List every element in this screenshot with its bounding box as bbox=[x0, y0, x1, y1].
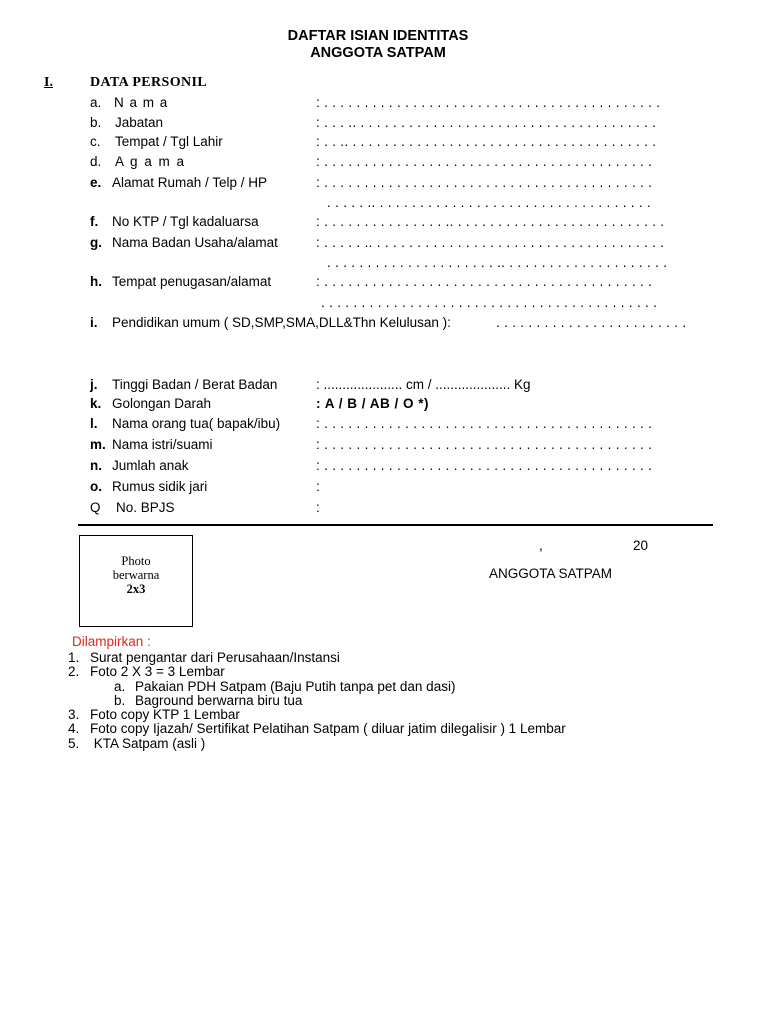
attachment-num: 4. bbox=[68, 721, 80, 736]
field-value[interactable]: : . . . . . . . . . . . . . . . . . . . . . . . . . . . . . . . . . . . . . . . . . bbox=[316, 416, 653, 431]
field-letter: b. bbox=[90, 115, 102, 130]
attachment-subnum: b. bbox=[114, 693, 126, 708]
field-letter: i. bbox=[90, 315, 98, 330]
field-nama-badan-usaha-continuation bbox=[0, 255, 768, 275]
field-value[interactable]: : . . . . . . . . . . . . . . . . . . . . . . . . . . . . . . . . . . . . . . . . . bbox=[316, 274, 653, 289]
field-label: Rumus sidik jari bbox=[112, 479, 208, 494]
attachment-num: 5. bbox=[68, 736, 80, 751]
attachment-text: KTA Satpam (asli ) bbox=[90, 736, 206, 751]
field-value-continuation[interactable]: . . . . . .. . . . . . . . . . . . . . . . . . . . . . . . . . . . . . . . . . . bbox=[327, 195, 652, 210]
field-label: No KTP / Tgl kadaluarsa bbox=[112, 214, 259, 229]
field-label: N a m a bbox=[114, 95, 169, 110]
field-no-bpjs bbox=[0, 500, 768, 520]
field-pendidikan bbox=[0, 315, 768, 335]
field-letter: k. bbox=[90, 396, 102, 411]
field-tempat-penugasan-continuation bbox=[0, 295, 768, 315]
photo-label-line2: berwarna bbox=[112, 568, 160, 582]
field-nama-istri-suami bbox=[0, 437, 768, 457]
field-value[interactable]: : . . . . . .. . . . . . . . . . . . . . . . . . . . . . . . . . . . . . . . . . . . . bbox=[316, 235, 665, 250]
attachment-text: Foto copy KTP 1 Lembar bbox=[90, 707, 240, 722]
attachment-text: Foto copy Ijazah/ Sertifikat Pelatihan Satpam ( diluar jatim dilegalisir ) 1 Lembar bbox=[90, 721, 566, 736]
field-letter: g. bbox=[90, 235, 102, 250]
field-letter: l. bbox=[90, 416, 98, 431]
photo-label-line3: 2x3 bbox=[126, 582, 146, 596]
field-value[interactable]: : . . . . . . . . . . . . . . . . . . . . . . . . . . . . . . . . . . . . . . . . . bbox=[316, 437, 653, 452]
field-alamat-rumah bbox=[0, 175, 768, 195]
field-letter: o. bbox=[90, 479, 102, 494]
field-label: Nama orang tua( bapak/ibu) bbox=[112, 416, 281, 431]
field-label: Pendidikan umum ( SD,SMP,SMA,DLL&Thn Kelulusan ): bbox=[112, 315, 451, 330]
field-alamat-rumah-continuation bbox=[0, 195, 768, 215]
field-letter: j. bbox=[90, 377, 98, 392]
photo-placeholder bbox=[79, 535, 193, 627]
attachment-subnum: a. bbox=[114, 679, 126, 694]
field-letter: a. bbox=[90, 95, 102, 110]
field-nama-badan-usaha bbox=[0, 235, 768, 255]
field-letter: n. bbox=[90, 458, 102, 473]
field-value-continuation[interactable]: . . . . . . . . . . . . . . . . . . . . . . . . . . . . . . . . . . . . . . . . . . bbox=[321, 295, 658, 310]
signature-date-comma: , bbox=[539, 538, 543, 553]
attachment-subtext: Baground berwarna biru tua bbox=[135, 693, 303, 708]
field-label: Tempat / Tgl Lahir bbox=[115, 134, 223, 149]
attachment-num: 2. bbox=[68, 664, 80, 679]
attachment-text: Surat pengantar dari Perusahaan/Instansi bbox=[90, 650, 340, 665]
field-value[interactable]: : . . . .. . . . . . . . . . . . . . . . . . . . . . . . . . . . . . . . . . . . . . bbox=[316, 115, 657, 130]
separator-line bbox=[78, 524, 713, 526]
field-jumlah-anak bbox=[0, 458, 768, 478]
field-letter: e. bbox=[90, 175, 102, 190]
field-value[interactable]: . . . . . . . . . . . . . . . . . . . . . . . . bbox=[496, 315, 687, 330]
field-tinggi-berat bbox=[0, 377, 768, 397]
field-rumus-sidik-jari bbox=[0, 479, 768, 499]
field-value[interactable]: : A / B / AB / O *) bbox=[316, 396, 429, 411]
field-tempat-penugasan bbox=[0, 274, 768, 294]
field-label: No. BPJS bbox=[116, 500, 175, 515]
field-label: Jabatan bbox=[115, 115, 164, 130]
photo-label-line1: Photo bbox=[121, 554, 151, 568]
field-value[interactable]: : . . . . . . . . . . . . . . . . . . . . . . . . . . . . . . . . . . . . . . . . . bbox=[316, 175, 653, 190]
field-label: Golongan Darah bbox=[112, 396, 212, 411]
field-letter: f. bbox=[90, 214, 99, 229]
signature-year: 20 bbox=[633, 538, 649, 553]
attachment-num: 3. bbox=[68, 707, 80, 722]
field-value[interactable]: : bbox=[316, 479, 321, 494]
field-letter: Q bbox=[90, 500, 101, 515]
field-letter: m. bbox=[90, 437, 106, 452]
section-number: I. bbox=[44, 75, 53, 90]
field-agama bbox=[0, 154, 768, 174]
field-label: Tinggi Badan / Berat Badan bbox=[112, 377, 278, 392]
field-label: Nama Badan Usaha/alamat bbox=[112, 235, 278, 250]
attachment-text: Foto 2 X 3 = 3 Lembar bbox=[90, 664, 225, 679]
field-label: Tempat penugasan/alamat bbox=[112, 274, 272, 289]
field-label: Jumlah anak bbox=[112, 458, 189, 473]
attachment-subtext: Pakaian PDH Satpam (Baju Putih tanpa pet dan dasi) bbox=[135, 679, 456, 694]
field-value[interactable]: : . . . . . . . . . . . . . . . . . . . . . . . . . . . . . . . . . . . . . . . . . . bbox=[316, 95, 661, 110]
form-title-line2: ANGGOTA SATPAM bbox=[310, 45, 446, 61]
field-value[interactable]: : . . . . . . . . . . . . . . . . . . . . . . . . . . . . . . . . . . . . . . . . . bbox=[316, 154, 653, 169]
field-label: A g a m a bbox=[115, 154, 186, 169]
form-title-line1: DAFTAR ISIAN IDENTITAS bbox=[287, 28, 469, 44]
field-value[interactable]: : . . . . . . . . . . . . . . . .. . . . . . . . . . . . . . . . . . . . . . . . . . . bbox=[316, 214, 665, 229]
field-label: Alamat Rumah / Telp / HP bbox=[112, 175, 268, 190]
field-nama bbox=[0, 95, 768, 115]
field-no-ktp bbox=[0, 214, 768, 234]
field-letter: d. bbox=[90, 154, 102, 169]
field-jabatan bbox=[0, 115, 768, 135]
field-letter: c. bbox=[90, 134, 101, 149]
attachment-num: 1. bbox=[68, 650, 80, 665]
section-title: DATA PERSONIL bbox=[90, 75, 208, 90]
field-tempat-tgl-lahir bbox=[0, 134, 768, 154]
attachments-heading: Dilampirkan : bbox=[72, 634, 151, 649]
field-nama-orang-tua bbox=[0, 416, 768, 436]
signature-role: ANGGOTA SATPAM bbox=[489, 566, 613, 581]
field-value[interactable]: : ..................... cm / .................... Kg bbox=[316, 377, 531, 392]
field-letter: h. bbox=[90, 274, 102, 289]
field-golongan-darah bbox=[0, 396, 768, 416]
field-value-continuation[interactable]: . . . . . . . . . . . . . . . . . . . . . .. . . . . . . . . . . . . . . . . . . . . bbox=[327, 255, 668, 270]
field-value[interactable]: : . . . . . . . . . . . . . . . . . . . . . . . . . . . . . . . . . . . . . . . . . bbox=[316, 458, 653, 473]
field-value[interactable]: : . . .. . . . . . . . . . . . . . . . . . . . . . . . . . . . . . . . . . . . . . . bbox=[316, 134, 657, 149]
field-value[interactable]: : bbox=[316, 500, 321, 515]
field-label: Nama istri/suami bbox=[112, 437, 213, 452]
